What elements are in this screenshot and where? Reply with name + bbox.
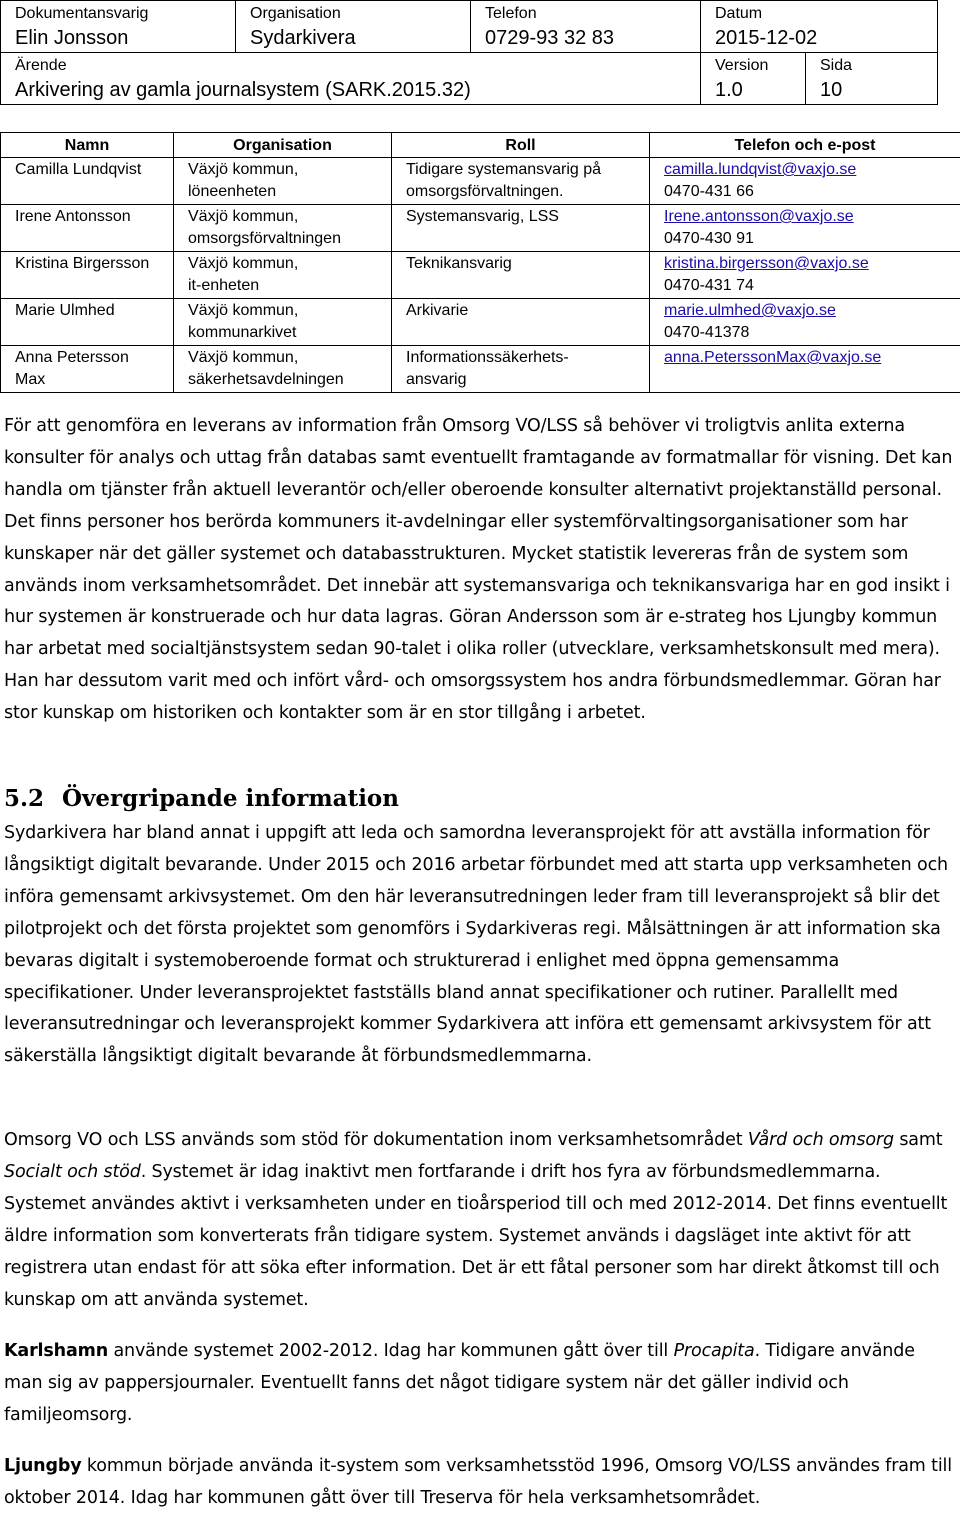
contact-role: Arkivarie	[406, 300, 649, 322]
arende-value: Arkivering av gamla journalsystem (SARK.2015.32)	[15, 77, 692, 103]
column-header-organisation: Organisation	[174, 133, 392, 158]
contact-name: Marie Ulmhed	[15, 300, 173, 322]
paragraph-consultants: För att genomföra en leverans av information från Omsorg VO/LSS så behöver vi troligtvis anlita externa konsulter för analys och uttag från databas samt eventuellt framtagande av formatmallar för visning. Det kan handla om tjänster från aktuell leverantör och/eller oberoende konsulter alternativt projektanställd personal. Det finns personer hos berörda kommuners it-avdelningar eller systemförvaltingsorganisationer som har kunskaper när det gäller systemet och databasstrukturen. Mycket statistik levereras från de system som används inom verksamhetsområdet. Det innebär att systemansvariga och teknikansvariga har en god insikt i hur systemen är konstruerade och hur data lagras. Göran Andersson som är e-strateg hos Ljungby kommun har arbetat med socialtjänstsystem sedan 90-talet i olika roller (utvecklare, verksamhetskonsult med mera). Han har dessutom varit med och infört vård- och omsorgssystem hos andra förbundsmedlemmar. Göran har stor kunskap om historiken och kontakter som är en stor tillgång i arbetet.	[4, 411, 954, 730]
header-sida	[806, 53, 938, 105]
version-label: Version	[715, 55, 797, 77]
email-link[interactable]: marie.ulmhed@vaxjo.se	[664, 302, 836, 319]
contact-name: Irene Antonsson	[15, 206, 173, 228]
paragraph-sydarkivera: Sydarkivera har bland annat i uppgift att leda och samordna leveransprojekt för att avställa information för långsiktigt digitalt bevarande. Under 2015 och 2016 arbetar förbundet med att starta upp verksamheten och införa gemensamt arkivsystemet. Om den här leveransutredningen leder fram till leveransprojekt så blir det pilotprojekt och det första projektet som genomförs i Sydarkiveras regi. Målsättningen är att information ska bevaras digitalt i systemoberoende format och strukturerad i enlighet med öppna gemensamma specifikationer. Under leveransprojektet fastställs bland annat specifikationer och rutiner. Parallellt med leveransutredningar och leveransprojekt kommer Sydarkivera att införa ett gemensamt arkivsystem för att säkerställa långsiktigt digitalt bevarande åt förbundsmedlemmarna.	[4, 818, 954, 1073]
sida-label: Sida	[820, 55, 929, 77]
contacts-table	[0, 132, 960, 393]
organisation-label: Organisation	[250, 3, 462, 25]
header-datum	[701, 1, 938, 53]
column-header-namn: Namn	[1, 133, 174, 158]
contact-phone: 0470-41378	[664, 322, 960, 344]
contact-role: Systemansvarig, LSS	[406, 206, 649, 228]
contact-role: Teknikansvarig	[406, 253, 649, 275]
table-row: Irene Antonsson Växjö kommun, omsorgsförvaltningen Systemansvarig, LSS Irene.antonsson@vaxjo.se 0470-430 91	[1, 205, 960, 252]
email-link[interactable]: kristina.birgersson@vaxjo.se	[664, 255, 869, 272]
sida-value: 10	[820, 77, 929, 103]
section-heading	[4, 782, 399, 816]
contact-org: Växjö kommun,	[188, 159, 391, 181]
telefon-value: 0729-93 32 83	[485, 25, 692, 51]
header-telefon	[471, 1, 701, 53]
column-header-telefon-epost: Telefon och e-post	[650, 133, 960, 158]
organisation-value: Sydarkivera	[250, 25, 462, 51]
version-value: 1.0	[715, 77, 797, 103]
contact-name: Kristina Birgersson	[15, 253, 173, 275]
contact-org: Växjö kommun,	[188, 206, 391, 228]
header-organisation	[236, 1, 471, 53]
section-number: 5.2	[4, 782, 62, 816]
telefon-label: Telefon	[485, 3, 692, 25]
table-row: Camilla Lundqvist Växjö kommun, löneenheten Tidigare systemansvarig på omsorgsförvaltningen. camilla.lundqvist@vaxjo.se 0470-431 66	[1, 158, 960, 205]
datum-value: 2015-12-02	[715, 25, 929, 51]
arende-label: Ärende	[15, 55, 692, 77]
paragraph-omsorg: Omsorg VO och LSS används som stöd för dokumentation inom verksamhetsområdet Vård och omsorg samt Socialt och stöd. Systemet är idag inaktivt men fortfarande i drift hos fyra av förbundsmedlemmarna. Systemet användes aktivt i verksamheten under en tioårsperiod till och med 2012-2014. Det finns eventuellt äldre information som konverterats från tidigare system. Systemet används i dagsläget inte aktivt för att registrera utan endast för att söka efter information. Det är ett fåtal personer som har direkt åtkomst till och kunskap om att använda systemet.	[4, 1125, 954, 1316]
contact-name: Anna Petersson	[15, 347, 173, 369]
contact-name: Camilla Lundqvist	[15, 159, 173, 181]
contact-phone: 0470-431 74	[664, 275, 960, 297]
email-link[interactable]: Irene.antonsson@vaxjo.se	[664, 208, 854, 225]
paragraph-karlshamn: Karlshamn använde systemet 2002-2012. Idag har kommunen gått över till Procapita. Tidigare använde man sig av pappersjournaler. Eventuellt fanns det något tidigare system när det gäller individ och familjeomsorg.	[4, 1336, 954, 1432]
contact-org: Växjö kommun,	[188, 347, 391, 369]
contact-phone: 0470-430 91	[664, 228, 960, 250]
dokumentansvarig-label: Dokumentansvarig	[15, 3, 227, 25]
datum-label: Datum	[715, 3, 929, 25]
header-arende	[1, 53, 701, 105]
dokumentansvarig-value: Elin Jonsson	[15, 25, 227, 51]
table-row: Anna Petersson Max Växjö kommun, säkerhetsavdelningen Informationssäkerhets- ansvarig anna.PeterssonMax@vaxjo.se	[1, 346, 960, 393]
email-link[interactable]: camilla.lundqvist@vaxjo.se	[664, 161, 856, 178]
header-dokumentansvarig	[1, 1, 236, 53]
table-row: Kristina Birgersson Växjö kommun, it-enheten Teknikansvarig kristina.birgersson@vaxjo.se 0470-431 74	[1, 252, 960, 299]
email-link[interactable]: anna.PeterssonMax@vaxjo.se	[664, 349, 881, 366]
paragraph-ljungby: Ljungby kommun började använda it-system som verksamhetsstöd 1996, Omsorg VO/LSS användes fram till oktober 2014. Idag har kommunen gått över till Treserva för hela verksamhetsområdet.	[4, 1451, 954, 1515]
table-row: Marie Ulmhed Växjö kommun, kommunarkivet Arkivarie marie.ulmhed@vaxjo.se 0470-41378	[1, 299, 960, 346]
contact-role: Informationssäkerhets-	[406, 347, 649, 369]
contact-org: Växjö kommun,	[188, 253, 391, 275]
contact-phone: 0470-431 66	[664, 181, 960, 203]
column-header-roll: Roll	[392, 133, 650, 158]
contact-org: Växjö kommun,	[188, 300, 391, 322]
header-version	[701, 53, 806, 105]
section-title: Övergripande information	[62, 785, 399, 812]
contact-role: Tidigare systemansvarig på	[406, 159, 649, 181]
document-header	[0, 0, 938, 105]
